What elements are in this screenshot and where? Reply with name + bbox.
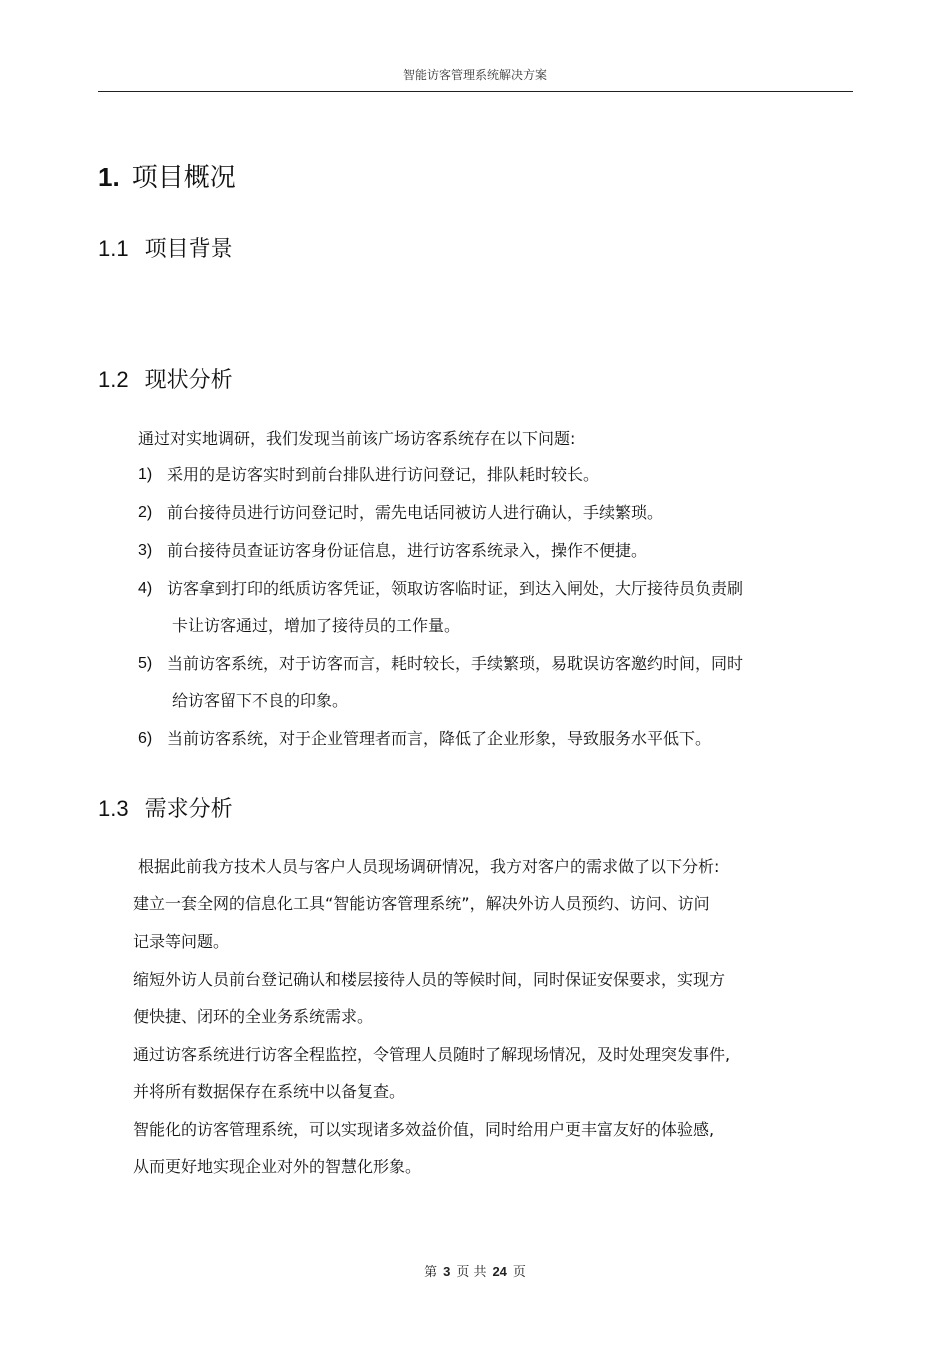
section-heading-1-3: [98, 792, 233, 823]
section-heading-1-2: [98, 363, 233, 394]
issue-number: 6): [138, 730, 153, 747]
issue-text: 当前访客系统，对于企业管理者而言，降低了企业形象，导致服务水平低下。: [167, 729, 712, 748]
needs-intro-paragraph: 根据此前我方技术人员与客户人员现场调研情况，我方对客户的需求做了以下分析:: [138, 857, 720, 876]
needs-paragraph-line: 便快捷、闭环的全业务系统需求。: [133, 1007, 374, 1026]
section-title: 需求分析: [144, 797, 233, 822]
issue-text: 采用的是访客实时到前台排队进行访问登记，排队耗时较长。: [167, 465, 600, 484]
issue-number: 1): [138, 466, 153, 483]
issue-text: 访客拿到打印的纸质访客凭证，领取访客临时证，到达入闸处，大厅接待员负责刷: [167, 579, 744, 598]
section-title: 项目背景: [144, 237, 233, 262]
chapter-title: 项目概况: [131, 163, 236, 193]
footer-suffix: 页: [512, 1265, 526, 1280]
section-title: 现状分析: [144, 368, 233, 393]
issue-number: 3): [138, 542, 153, 559]
needs-paragraph-line: 智能化的访客管理系统，可以实现诸多效益价值，同时给用户更丰富友好的体验感,: [133, 1120, 715, 1139]
chapter-heading: [98, 157, 236, 194]
issue-text-continued: 给访客留下不良的印象。: [172, 691, 349, 710]
issue-number: 4): [138, 580, 153, 597]
footer-middle: 页 共: [456, 1265, 487, 1280]
section-number: 1.3: [98, 796, 129, 821]
section-number: 1.2: [98, 367, 129, 392]
section-number: 1.1: [98, 236, 129, 261]
issue-text: 当前访客系统，对于访客而言，耗时较长，手续繁琐，易耽误访客邀约时间，同时: [167, 654, 744, 673]
needs-paragraph-line: 通过访客系统进行访客全程监控，令管理人员随时了解现场情况，及时处理突发事件,: [133, 1045, 731, 1064]
footer-prefix: 第: [424, 1265, 438, 1280]
needs-paragraph-line: 缩短外访人员前台登记确认和楼层接待人员的等候时间，同时保证安保要求，实现方: [133, 970, 726, 989]
issue-number: 2): [138, 504, 153, 521]
status-intro-paragraph: 通过对实地调研，我们发现当前该广场访客系统存在以下问题:: [138, 429, 576, 448]
page-number: 3: [443, 1264, 451, 1279]
issue-text: 前台接待员查证访客身份证信息，进行访客系统录入，操作不便捷。: [167, 541, 648, 560]
section-heading-1-1: [98, 232, 233, 263]
issue-text: 前台接待员进行访问登记时，需先电话同被访人进行确认，手续繁琐。: [167, 503, 664, 522]
page-total: 24: [492, 1264, 507, 1279]
needs-paragraph-line: 并将所有数据保存在系统中以备复查。: [133, 1082, 406, 1101]
issue-number: 5): [138, 655, 153, 672]
needs-paragraph-line: 建立一套全网的信息化工具“智能访客管理系统”，解决外访人员预约、访问、访问: [133, 894, 710, 913]
needs-paragraph-line: 记录等问题。: [133, 932, 230, 951]
issue-text-continued: 卡让访客通过，增加了接待员的工作量。: [172, 616, 461, 635]
page-footer: [0, 1261, 950, 1280]
running-header: 智能访客管理系统解决方案: [402, 68, 547, 82]
header-divider: [98, 91, 853, 92]
chapter-number: 1.: [98, 162, 120, 192]
needs-paragraph-line: 从而更好地实现企业对外的智慧化形象。: [133, 1157, 422, 1176]
